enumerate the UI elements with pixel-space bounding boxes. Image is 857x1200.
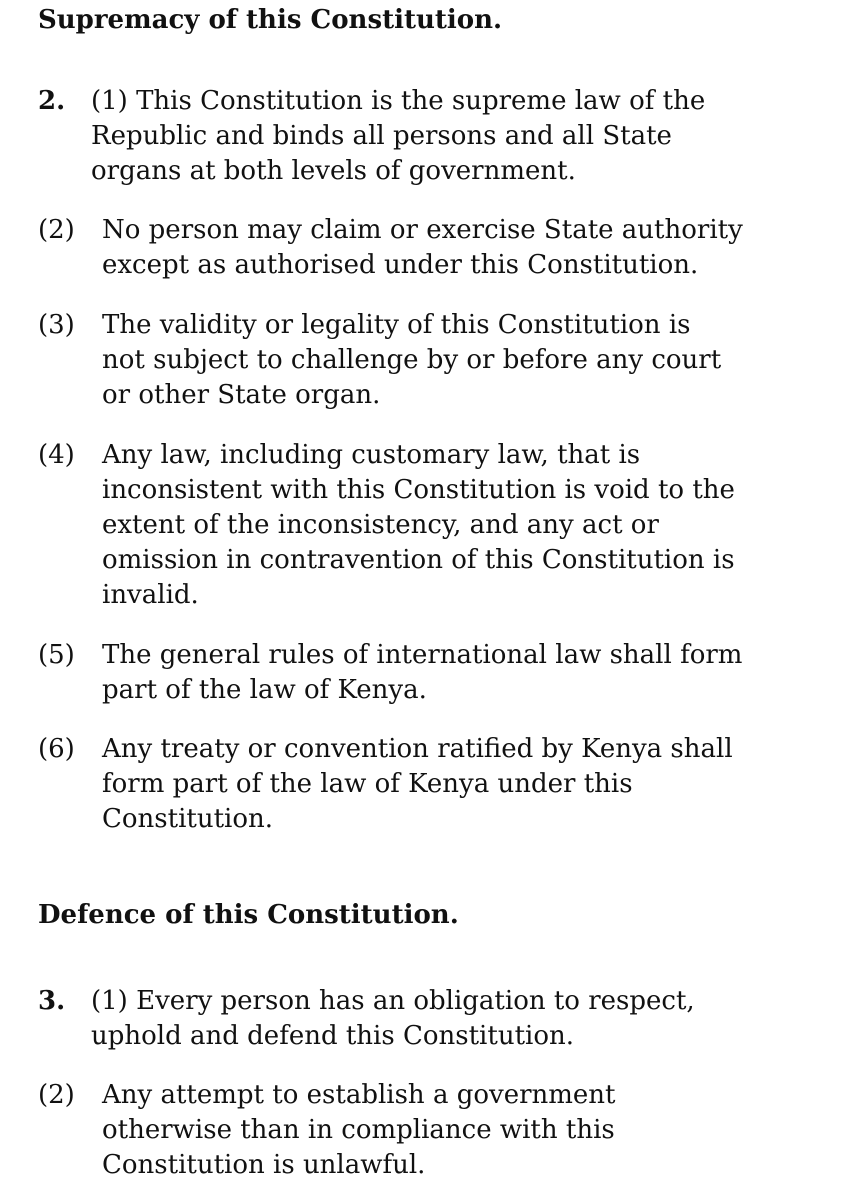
clause-number: (4) [38,440,75,470]
clause-line: The general rules of international law shall form [102,640,743,670]
section-2-clause-4 [38,438,802,613]
clause-line: Any attempt to establish a government [102,1080,616,1110]
section-heading: Supremacy of this Constitution. [38,5,503,35]
clause-line: Any treaty or convention ratified by Kenya shall [102,734,733,764]
clause-line: inconsistent with this Constitution is void to the [102,475,735,505]
section-number: 3. [38,986,66,1016]
clause-text [91,84,791,189]
section-2-clause-6 [38,732,802,837]
section-heading: Defence of this Constitution. [38,900,459,930]
clause-text [91,984,791,1054]
clause-line: Constitution is unlawful. [102,1150,426,1180]
clause-line: Constitution. [102,804,274,834]
section-2-clause-5 [38,638,802,708]
clause-line: Any law, including customary law, that is [102,440,641,470]
clause-line: uphold and defend this Constitution. [91,1021,574,1051]
clause-line: otherwise than in compliance with this [102,1115,615,1145]
clause-number: (2) [38,215,75,245]
clause-line: extent of the inconsistency, and any act or [102,510,659,540]
clause-number: (5) [38,640,75,670]
clause-line: organs at both levels of government. [91,156,576,186]
clause-line: omission in contravention of this Constitution is [102,545,735,575]
clause-line: except as authorised under this Constitution. [102,250,699,280]
section-2-clause-1 [38,84,791,189]
clause-number: (2) [38,1080,75,1110]
clause-line: The validity or legality of this Constitution is [102,310,691,340]
clause-text [102,732,802,837]
clause-text [102,308,802,413]
clause-line: (1) Every person has an obligation to respect, [91,986,695,1016]
clause-line: or other State organ. [102,380,381,410]
clause-line: part of the law of Kenya. [102,675,427,705]
section-2-clause-3 [38,308,802,413]
section-number: 2. [38,86,66,116]
section-2-clause-2 [38,213,802,283]
clause-line: (1) This Constitution is the supreme law of the [91,86,706,116]
clause-number: (3) [38,310,75,340]
clause-line: invalid. [102,580,199,610]
section-3-clause-2 [38,1078,802,1183]
clause-line: Republic and binds all persons and all State [91,121,672,151]
clause-number: (6) [38,734,75,764]
clause-line: not subject to challenge by or before any court [102,345,722,375]
clause-line: No person may claim or exercise State authority [102,215,743,245]
section-3-clause-1 [38,984,791,1054]
clause-text [102,213,802,283]
clause-text [102,1078,802,1183]
clause-text [102,638,802,708]
clause-text [102,438,802,613]
clause-line: form part of the law of Kenya under this [102,769,633,799]
